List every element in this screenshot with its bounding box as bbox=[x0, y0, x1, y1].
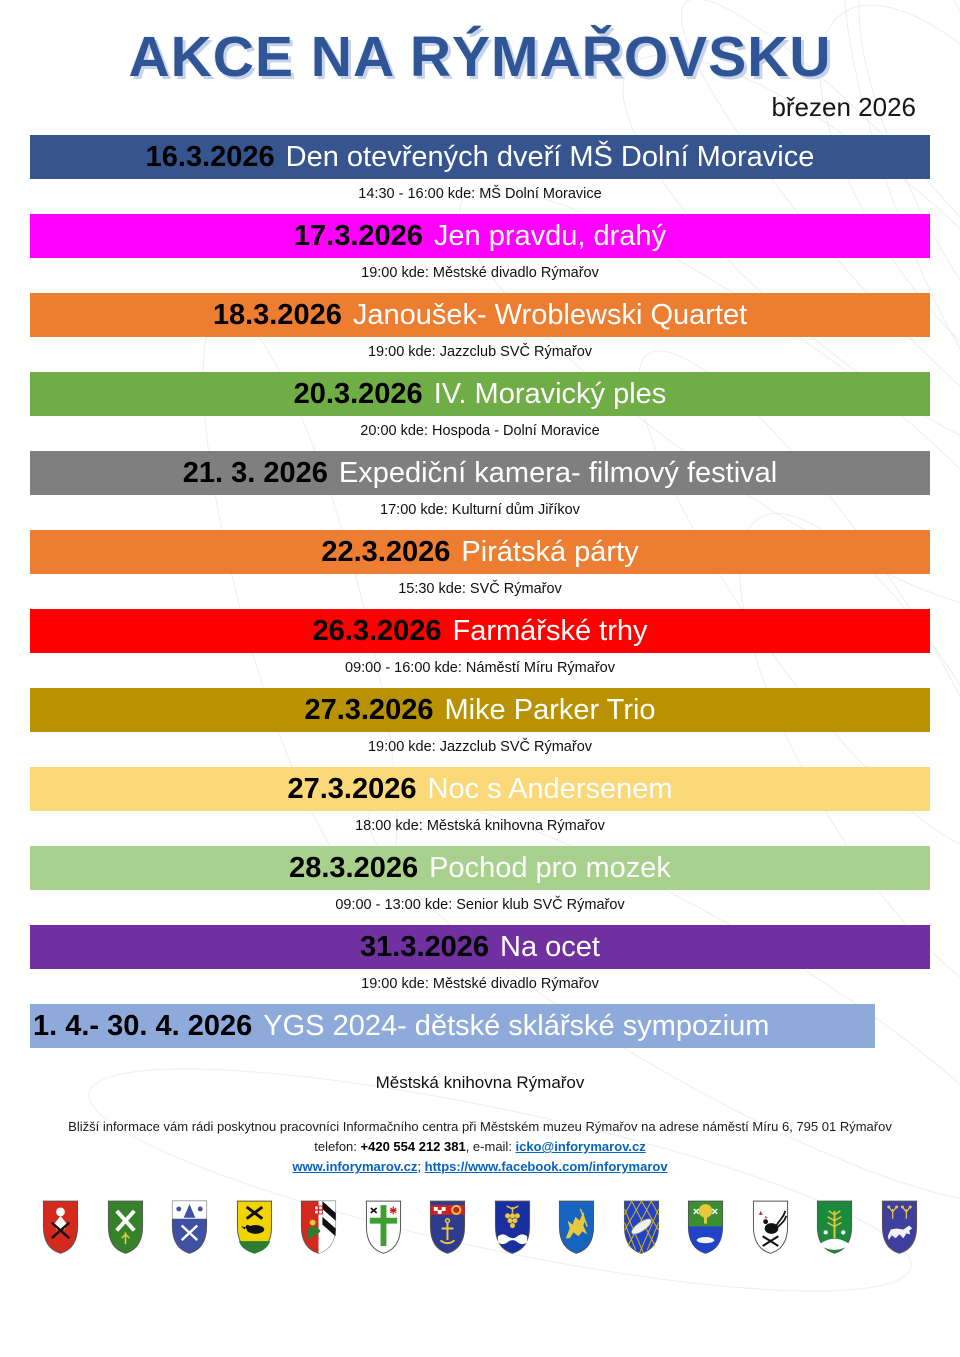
event-title: Janoušek- Wroblewski Quartet bbox=[352, 298, 748, 331]
event-detail: 17:00 kde: Kulturní dům Jiříkov bbox=[380, 502, 580, 518]
event-row bbox=[0, 1004, 960, 1109]
event-banner bbox=[30, 925, 930, 969]
event-title: YGS 2024- dětské sklářské sympozium bbox=[263, 1009, 770, 1042]
event-date: 1. 4.- 30. 4. 2026 bbox=[33, 1009, 253, 1042]
horse-shield bbox=[557, 1199, 596, 1255]
page-title: AKCE NA RÝMAŘOVSKU bbox=[128, 25, 832, 89]
event-row bbox=[0, 451, 960, 530]
event-row bbox=[0, 688, 960, 767]
event-date: 28.3.2026 bbox=[289, 851, 419, 884]
website-link[interactable]: www.inforymarov.cz bbox=[292, 1159, 418, 1175]
coat-of-arms-row bbox=[41, 1199, 919, 1255]
event-banner bbox=[30, 135, 930, 179]
event-detail: 19:00 kde: Jazzclub SVČ Rýmařov bbox=[367, 344, 593, 360]
phone-number: +420 554 212 381 bbox=[360, 1139, 466, 1155]
event-detail: 18:00 kde: Městská knihovna Rýmařov bbox=[355, 818, 605, 834]
event-banner bbox=[30, 846, 930, 890]
event-banner bbox=[30, 372, 930, 416]
pickaxes-shield bbox=[106, 1199, 145, 1255]
event-banner bbox=[30, 293, 930, 337]
event-date: 21. 3. 2026 bbox=[182, 456, 328, 489]
event-row bbox=[0, 846, 960, 925]
month-subtitle: březen 2026 bbox=[771, 92, 916, 122]
event-date: 22.3.2026 bbox=[321, 535, 451, 568]
footer bbox=[0, 1117, 960, 1177]
event-date: 31.3.2026 bbox=[360, 930, 490, 963]
bird-hammers-shield bbox=[235, 1199, 274, 1255]
event-date: 26.3.2026 bbox=[312, 614, 442, 647]
event-title: Mike Parker Trio bbox=[444, 693, 656, 726]
event-detail: 15:30 kde: SVČ Rýmařov bbox=[398, 581, 562, 597]
event-row bbox=[0, 767, 960, 846]
event-title: Den otevřených dveří MŠ Dolní Moravice bbox=[285, 140, 815, 173]
facebook-link[interactable]: https://www.facebook.com/inforymarov bbox=[424, 1159, 668, 1175]
event-row bbox=[0, 925, 960, 1004]
footer-contact-line bbox=[0, 1137, 960, 1157]
event-row bbox=[0, 609, 960, 688]
event-detail: 09:00 - 16:00 kde: Náměstí Míru Rýmařov bbox=[345, 660, 615, 676]
events-list bbox=[0, 135, 960, 1109]
tree-bells-shield bbox=[170, 1199, 209, 1255]
email-label: , e-mail: bbox=[465, 1139, 516, 1155]
event-date: 16.3.2026 bbox=[145, 140, 275, 173]
event-banner bbox=[30, 214, 930, 258]
rooster-shield bbox=[751, 1199, 790, 1255]
event-detail: 19:00 kde: Jazzclub SVČ Rýmařov bbox=[367, 739, 593, 755]
footer-info-line: Bližší informace vám rádi poskytnou pracovníci Informačního centra při Městském muzeu Rýmařov na adrese náměstí Míru 6, 795 01 Rýmařov bbox=[68, 1119, 892, 1134]
event-row bbox=[0, 293, 960, 372]
event-detail: 19:00 kde: Městské divadlo Rýmařov bbox=[361, 976, 599, 992]
event-date: 20.3.2026 bbox=[293, 377, 423, 410]
wheat-shield bbox=[815, 1199, 854, 1255]
event-detail: 14:30 - 16:00 kde: MŠ Dolní Moravice bbox=[358, 186, 602, 202]
event-title: Farmářské trhy bbox=[452, 614, 648, 647]
event-banner bbox=[30, 530, 930, 574]
event-detail: 19:00 kde: Městské divadlo Rýmařov bbox=[361, 265, 599, 281]
event-row bbox=[0, 214, 960, 293]
event-row bbox=[0, 372, 960, 451]
event-date: 17.3.2026 bbox=[293, 219, 423, 252]
event-date: 27.3.2026 bbox=[304, 693, 434, 726]
event-row bbox=[0, 135, 960, 214]
footer-links-line bbox=[0, 1157, 960, 1177]
tree-fish-shield bbox=[686, 1199, 725, 1255]
event-banner bbox=[30, 451, 930, 495]
event-date: 18.3.2026 bbox=[212, 298, 342, 331]
wheel-anchor-shield bbox=[428, 1199, 467, 1255]
event-title: IV. Moravický ples bbox=[433, 377, 667, 410]
event-detail: Městská knihovna Rýmařov bbox=[375, 1073, 585, 1092]
knight-shield bbox=[299, 1199, 338, 1255]
event-date: 27.3.2026 bbox=[287, 772, 417, 805]
phone-label: telefon: bbox=[314, 1139, 361, 1155]
event-title: Jen pravdu, drahý bbox=[433, 219, 667, 252]
event-title: Na ocet bbox=[500, 930, 600, 963]
event-banner bbox=[30, 1004, 875, 1048]
grapes-shield bbox=[493, 1199, 532, 1255]
email-link[interactable]: icko@inforymarov.cz bbox=[515, 1139, 646, 1155]
fish-lattice-shield bbox=[622, 1199, 661, 1255]
event-row bbox=[0, 530, 960, 609]
green-cross-shield bbox=[364, 1199, 403, 1255]
event-title: Pirátská párty bbox=[461, 535, 639, 568]
event-title: Expediční kamera- filmový festival bbox=[338, 456, 778, 489]
event-banner bbox=[30, 767, 930, 811]
event-detail: 09:00 - 13:00 kde: Senior klub SVČ Rýmařov bbox=[335, 897, 625, 913]
maiden-shield bbox=[41, 1199, 80, 1255]
event-banner bbox=[30, 688, 930, 732]
event-title: Noc s Andersenem bbox=[427, 772, 673, 805]
header bbox=[0, 0, 960, 123]
event-title: Pochod pro mozek bbox=[429, 851, 671, 884]
links-separator: ; bbox=[417, 1159, 425, 1175]
wolf-shield bbox=[880, 1199, 919, 1255]
event-detail: 20:00 kde: Hospoda - Dolní Moravice bbox=[360, 423, 600, 439]
event-banner bbox=[30, 609, 930, 653]
